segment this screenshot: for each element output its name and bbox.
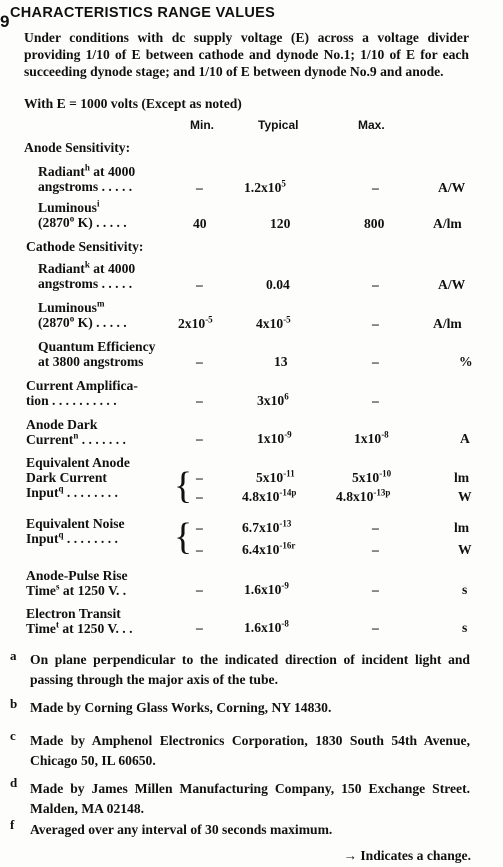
- apr-min: –: [196, 582, 203, 597]
- footnote-mark-c: c: [10, 728, 16, 743]
- param-equiv-noise-input: Equivalent Noise Input$^q$ . . . . . . . .: [26, 516, 125, 546]
- eadc-max-2: $4.8x10^{-13p}$: [336, 487, 391, 504]
- footnote-f: Averaged over any interval of 30 seconds maximum.: [30, 822, 333, 837]
- page-mark: 9: [0, 12, 10, 31]
- anode-luminous-unit: A/lm: [433, 216, 462, 231]
- ca-typ: $3x10^6$: [257, 391, 289, 408]
- cathode-luminous-unit: A/lm: [433, 316, 462, 331]
- anode-radiant-typ: $1.2x10^5$: [244, 178, 286, 195]
- eni-min-1: –: [196, 520, 203, 535]
- param-quantum-efficiency: Quantum Efficiency at 3800 angstroms: [38, 339, 156, 369]
- col-min: Min.: [190, 118, 214, 132]
- cathode-radiant-max: –: [372, 277, 379, 292]
- eadc-min-1: –: [196, 470, 203, 485]
- cathode-radiant-min: –: [196, 277, 203, 292]
- param-anode-radiant: Radiant$^h$ at 4000 angstroms . . . . .: [38, 162, 136, 194]
- apr-max: –: [372, 582, 379, 597]
- page-title: CHARACTERISTICS RANGE VALUES: [10, 5, 276, 21]
- section-anode-sensitivity: Anode Sensitivity:: [24, 140, 131, 155]
- apr-typ: $1.6x10^{-9}$: [244, 580, 289, 597]
- col-max: Max.: [358, 118, 385, 132]
- eadc-min-2: –: [196, 489, 203, 504]
- footnote-mark-d: d: [10, 775, 18, 790]
- adc-min: –: [196, 431, 203, 446]
- param-cathode-radiant: Radiant$^k$ at 4000 angstroms . . . . .: [38, 259, 136, 291]
- anode-luminous-max: 800: [364, 216, 385, 231]
- anode-radiant-unit: A/W: [438, 180, 466, 195]
- footnote-d: Made by James Millen Manufacturing Company, 150 Exchange Street. Malden, MA 02148.: [30, 781, 470, 816]
- cathode-luminous-typ: $4x10^{-5}$: [256, 314, 291, 331]
- eadc-typ-1: $5x10^{-11}$: [256, 468, 295, 485]
- param-anode-dark-current: Anode Dark Current$^n$ . . . . . . .: [26, 417, 126, 447]
- param-electron-transit-time: Electron Transit Time$^t$ at 1250 V. . .: [26, 606, 133, 636]
- param-current-amplification: Current Amplifica- tion . . . . . . . . . .: [26, 378, 138, 408]
- eni-typ-1: $6.7x10^{-13}$: [242, 518, 292, 535]
- param-anode-pulse-rise-time: Anode-Pulse Rise Time$^s$ at 1250 V. .: [26, 568, 128, 598]
- intro-condition: With E = 1000 volts (Except as noted): [24, 96, 242, 111]
- anode-radiant-min: –: [196, 180, 203, 195]
- footnote-c: Made by Amphenol Electronics Corporation, 1830 South 54th Avenue, Chicago 50, IL 60650.: [30, 733, 470, 768]
- footnote-mark-b: b: [10, 696, 18, 711]
- adc-unit: A: [460, 431, 470, 446]
- eni-min-2: –: [196, 542, 203, 557]
- eadc-max-1: $5x10^{-10}$: [352, 468, 392, 485]
- eni-unit-2: W: [458, 542, 472, 557]
- adc-typ: $1x10^{-9}$: [257, 429, 292, 446]
- section-cathode-sensitivity: Cathode Sensitivity:: [26, 239, 144, 254]
- eni-max-1: –: [372, 520, 379, 535]
- anode-luminous-typ: 120: [270, 216, 291, 231]
- qe-typ: 13: [274, 354, 288, 369]
- eadc-unit-1: lm: [454, 470, 470, 485]
- ca-min: –: [196, 393, 203, 408]
- qe-unit: %: [459, 354, 473, 369]
- cathode-luminous-min: $2x10^{-5}$: [178, 314, 213, 331]
- anode-luminous-min: 40: [193, 216, 207, 231]
- eni-unit-1: lm: [454, 520, 470, 535]
- et-unit: s: [462, 620, 468, 635]
- param-cathode-luminous: Luminous$^m$ (2870$^o$ K) . . . . .: [38, 298, 127, 330]
- ca-max: –: [372, 393, 379, 408]
- eni-typ-2: $6.4x10^{-16r}$: [242, 540, 296, 557]
- et-min: –: [196, 620, 203, 635]
- cathode-radiant-unit: A/W: [438, 277, 466, 292]
- footnote-a: On plane perpendicular to the indicated direction of incident light and passing through the major axis of the tube.: [30, 652, 470, 687]
- et-typ: $1.6x10^{-8}$: [244, 618, 289, 635]
- adc-max: $1x10^{-8}$: [354, 429, 389, 446]
- apr-unit: s: [462, 582, 468, 597]
- et-max: –: [372, 620, 379, 635]
- cathode-luminous-max: –: [372, 316, 379, 331]
- footnote-mark-a: a: [10, 648, 17, 663]
- intro-text: Under conditions with dc supply voltage (E) across a voltage divider providing 1/10 of E between cathode and dynode No.1; 1/10 of E for each succeeding dynode stage; and 1/10 of E between dynode No.9 and anode.: [24, 30, 469, 80]
- param-equiv-anode-dark-current: Equivalent Anode Dark Current Input$^q$ . . . . . . . .: [26, 455, 130, 500]
- qe-max: –: [372, 354, 379, 369]
- param-anode-luminous: Luminous$^i$ (2870$^o$ K) . . . . .: [38, 198, 127, 230]
- col-typical: Typical: [258, 118, 299, 132]
- brace-eni: {: [174, 516, 193, 558]
- footnote-mark-f: f: [10, 817, 15, 832]
- change-indicator-note: → Indicates a change.: [343, 848, 471, 863]
- eadc-typ-2: $4.8x10^{-14p}$: [242, 487, 297, 504]
- brace-eadc: {: [174, 465, 193, 507]
- anode-radiant-max: –: [372, 180, 379, 195]
- footnote-b: Made by Corning Glass Works, Corning, NY 14830.: [30, 700, 332, 715]
- eadc-unit-2: W: [458, 489, 472, 504]
- qe-min: –: [196, 354, 203, 369]
- cathode-radiant-typ: 0.04: [266, 277, 290, 292]
- eni-max-2: –: [372, 542, 379, 557]
